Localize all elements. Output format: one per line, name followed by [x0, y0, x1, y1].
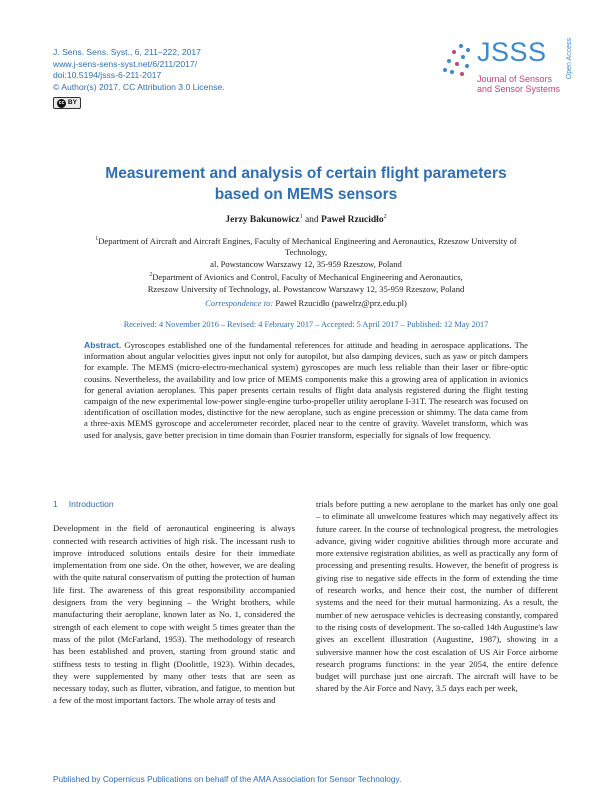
- article-title: [60, 163, 552, 205]
- article-authors: [60, 214, 552, 225]
- journal-meta: [53, 47, 225, 93]
- cc-by-label: BY: [67, 99, 77, 106]
- publisher-footer: Published by Copernicus Publications on behalf of the AMA Association for Sensor Technology.: [53, 774, 402, 784]
- journal-license: © Author(s) 2017. CC Attribution 3.0 License.: [53, 81, 225, 92]
- author-affil-sup: 2: [383, 214, 387, 220]
- journal-logo-subtitle: [477, 74, 560, 94]
- abstract-label: Abstract.: [84, 340, 122, 350]
- affiliations: [80, 234, 532, 295]
- journal-doi[interactable]: doi:10.5194/jsss-6-211-2017: [53, 70, 162, 81]
- journal-citation: J. Sens. Sens. Syst., 6, 211–222, 2017: [53, 47, 201, 57]
- author-connector: and: [302, 215, 322, 226]
- affiliation-sup: 1: [95, 236, 99, 242]
- body-column-left: [53, 498, 295, 707]
- affiliation-text: Department of Aircraft and Aircraft Engines, Faculty of Mechanical Engineering and Aeronautics, Rzeszow University of Technology,: [98, 235, 517, 258]
- affiliation-line: [80, 270, 532, 283]
- author-name: Jerzy Bakunowicz: [225, 215, 300, 226]
- body-column-right: [316, 498, 558, 695]
- section-number: 1: [53, 499, 58, 509]
- logo-line1: Journal of Sensors: [477, 74, 553, 84]
- open-access-label: Open Access: [566, 38, 573, 80]
- affiliation-line: [80, 234, 532, 259]
- correspondence-contact[interactable]: Paweł Rzucidło (pawelrz@prz.edu.pl): [273, 298, 407, 308]
- journal-url[interactable]: www.j-sens-sens-syst.net/6/211/2017/: [53, 58, 198, 69]
- publication-dates: Received: 4 November 2016 – Revised: 4 February 2017 – Accepted: 5 April 2017 – Published: 12 May 2017: [123, 320, 489, 329]
- correspondence-label: Correspondence to:: [205, 298, 274, 308]
- body-paragraph: trials before putting a new aeroplane to the market has only one goal – to eliminate all unwelcome features which may negatively affect its future career. In the course of technological progress, the metrologies advance, giving wider cognitive abilities through more accurate and more extensive registration abilities, as well as practically any form of processing and presenting results. However, the benefit of progress is giving rise to negative side effects in the form of extending the time of research works, and hence their cost, the number of different systems and the need for their mutual harmonizing. As a result, the number of new aerospace vehicles is decreasing constantly, compared to the rising costs of development. The so-called 14th Augustine's law gives an excellent illustration (Augustine, 1987), showing in a subversive manner how the cost escalation of US Air Force airborne research programs functions: in the year 2054, the entire defence budget will purchase just one aircraft. The aircraft will have to be shared by the Air Force and Navy, 3.5 days each per week,: [316, 499, 558, 694]
- title-line1: Measurement and analysis of certain flight parameters: [105, 165, 507, 182]
- body-paragraph: Development in the field of aeronautical engineering is always connected with research activities of high risk. The incessant rush to improve introduced solutions entails desire for their immediate implementation from one side. On the other, however, we are dealing with the quite natural conservatism of putting the protection of human life first. The awareness of this great responsibility accompanied designers from the very beginning – the Wright brothers, while manufacturing their aeroplane, known later as No. 1, considered the strength of each element to cope with weight 5 times greater than the mass of the pilot (McFarland, 1953). The methodology of research has been established and proven, starting from ground static and stiffness tests to testing in flight (Doolittle, 1923). Within decades, they were supplemented by many other tests that are seen as necessary today, such as flutter, vibration, and fatigue, to mention but a few of the most important factors. The whole array of tests and: [53, 523, 295, 706]
- abstract: [84, 340, 528, 441]
- affiliation-text: Rzeszow University of Technology, al. Powstancow Warszawy 12, 35-959 Rzeszow, Poland: [147, 283, 465, 294]
- abstract-text: Gyroscopes established one of the fundamental references for attitude and heading in aerospace applications. The information about angular velocities gives input not only for autopilot, but also damping devices, such as yaw or pitch dampers for example. The MEMS (micro-electro-mechanical system) gyroscopes are much less reliable than their laser or fibre-optic cousins. Nevertheless, the availability and low price of MEMS components make this a growing area of application in avionics for general aviation aeroplanes. This paper presents certain results of flight data analysis registered during the flight testing campaign of the new experimental low-power single-engine turbo-propeller utility aeroplane I-31T. The research was focused on identification of oscillation modes, distinctive for the new aeroplane, such as engine precession or shimmy. The data came from a three-axis MEMS gyroscope and accelerometer recorder, placed near to the centre of gravity. Wavelet transform, which was used for analysis, gave better precision in time domain than Fourier transform, especially for signals of low frequency.: [84, 340, 528, 440]
- affiliation-sup: 2: [149, 272, 153, 279]
- author-name: Paweł Rzucidło: [321, 215, 384, 226]
- journal-logo-dots: [441, 40, 473, 82]
- affiliation-line: [80, 284, 532, 296]
- affiliation-text: al. Powstancow Warszawy 12, 35-959 Rzeszow, Poland: [210, 258, 402, 269]
- affiliation-text: Department of Avionics and Control, Faculty of Mechanical Engineering and Aeronautics,: [152, 272, 463, 283]
- affiliation-line: [80, 259, 532, 271]
- section-title: Introduction: [68, 499, 114, 509]
- correspondence: [60, 298, 552, 308]
- author-affil-sup: 1: [299, 214, 303, 220]
- cc-badge: cc: [58, 99, 65, 106]
- logo-line2: and Sensor Systems: [477, 84, 561, 94]
- journal-logo-word: JSSS: [477, 37, 547, 67]
- section-heading: [53, 498, 295, 510]
- cc-license-icon[interactable]: [53, 97, 81, 109]
- title-line2: based on MEMS sensors: [214, 186, 398, 203]
